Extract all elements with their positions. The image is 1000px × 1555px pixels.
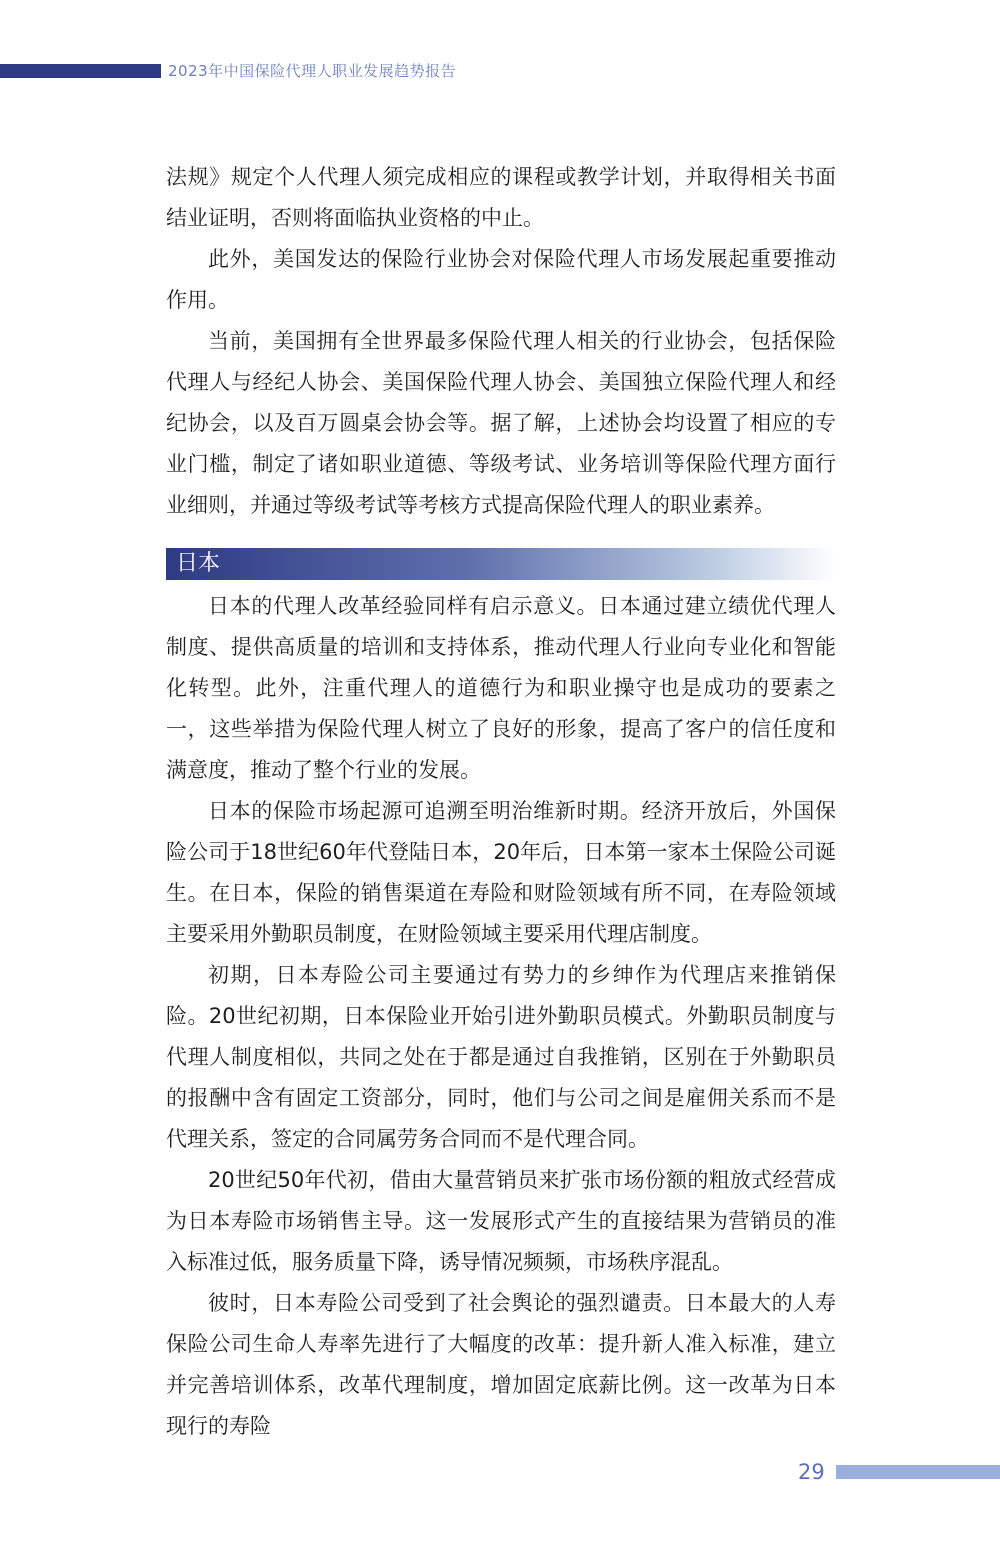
paragraph: 此外，美国发达的保险行业协会对保险代理人市场发展起重要推动作用。 bbox=[166, 247, 836, 312]
footer-accent-bar bbox=[836, 1465, 1000, 1479]
page-body bbox=[166, 157, 836, 1447]
report-title: 2023年中国保险代理人职业发展趋势报告 bbox=[168, 62, 457, 80]
paragraph: 初期，日本寿险公司主要通过有势力的乡绅作为代理店来推销保险。20世纪初期，日本保险业开始引进外勤职员模式。外勤职员制度与代理人制度相似，共同之处在于都是通过自我推销，区别在于外勤职员的报酬中含有固定工资部分，同时，他们与公司之间是雇佣关系而不是代理关系，签定的合同属劳务合同而不是代理合同。 bbox=[166, 963, 836, 1151]
paragraph-continued: 法规》规定个人代理人须完成相应的课程或教学计划，并取得相关书面结业证明，否则将面临执业资格的中止。 bbox=[166, 165, 836, 230]
paragraph: 日本的代理人改革经验同样有启示意义。日本通过建立绩优代理人制度、提供高质量的培训和支持体系，推动代理人行业向专业化和智能化转型。此外，注重代理人的道德行为和职业操守也是成功的要素之一，这些举措为保险代理人树立了良好的形象，提高了客户的信任度和满意度，推动了整个行业的发展。 bbox=[166, 594, 836, 782]
section-heading-japan: 日本 bbox=[166, 548, 836, 580]
page-number: 29 bbox=[798, 1460, 825, 1484]
paragraph: 彼时，日本寿险公司受到了社会舆论的强烈谴责。日本最大的人寿保险公司生命人寿率先进行了大幅度的改革：提升新人准入标准，建立并完善培训体系，改革代理制度，增加固定底薪比例。这一改革为日本现行的寿险 bbox=[166, 1291, 836, 1438]
header-accent-bar bbox=[0, 64, 161, 78]
paragraph: 20世纪50年代初，借由大量营销员来扩张市场份额的粗放式经营成为日本寿险市场销售主导。这一发展形式产生的直接结果为营销员的准入标准过低，服务质量下降，诱导情况频频，市场秩序混乱。 bbox=[166, 1168, 836, 1274]
paragraph: 日本的保险市场起源可追溯至明治维新时期。经济开放后，外国保险公司于18世纪60年代登陆日本，20年后，日本第一家本土保险公司诞生。在日本，保险的销售渠道在寿险和财险领域有所不同，在寿险领域主要采用外勤职员制度，在财险领域主要采用代理店制度。 bbox=[166, 799, 836, 946]
paragraph: 当前，美国拥有全世界最多保险代理人相关的行业协会，包括保险代理人与经纪人协会、美国保险代理人协会、美国独立保险代理人和经纪协会，以及百万圆桌会协会等。据了解，上述协会均设置了相应的专业门槛，制定了诸如职业道德、等级考试、业务培训等保险代理方面行业细则，并通过等级考试等考核方式提高保险代理人的职业素养。 bbox=[166, 329, 836, 517]
